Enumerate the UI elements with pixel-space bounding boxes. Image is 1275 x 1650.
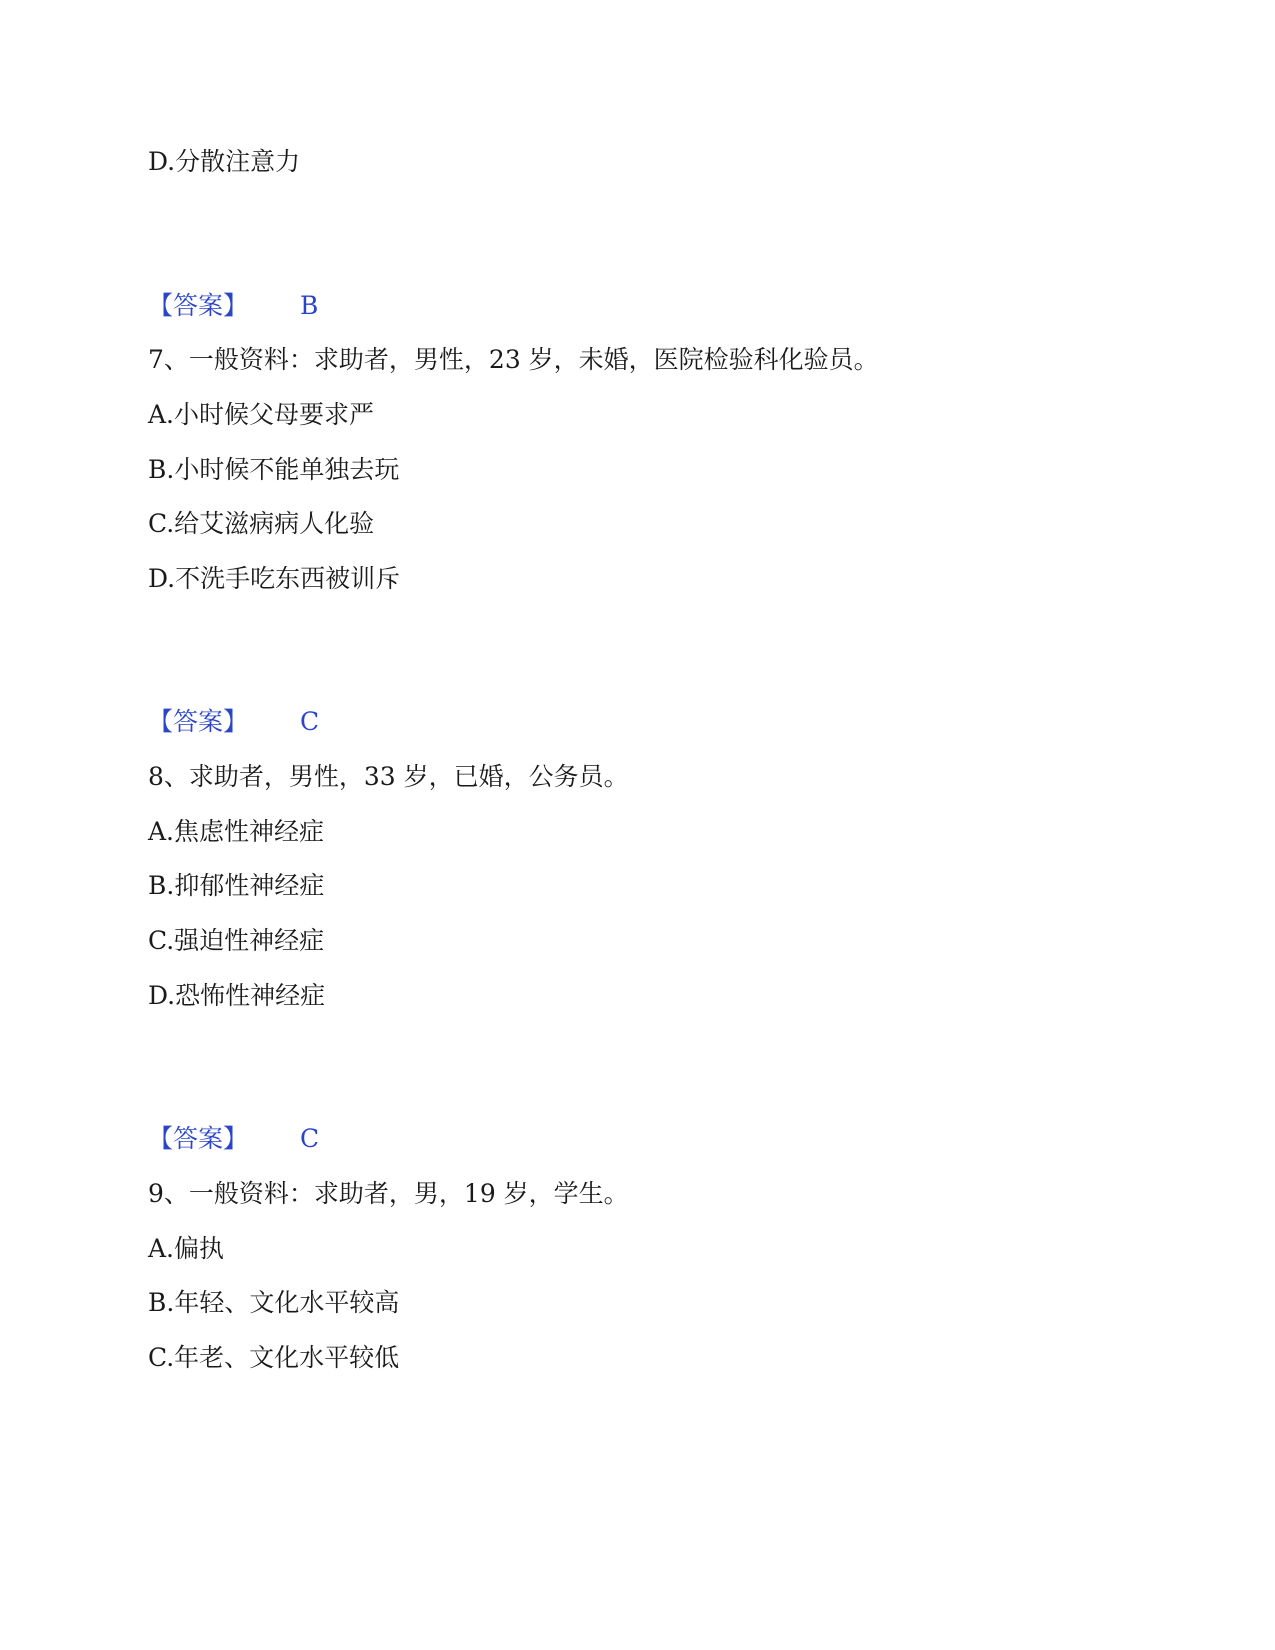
q8-option-d: D.恐怖性神经症 [148,981,326,1010]
q7-option-c: C.给艾滋病病人化验 [148,509,375,538]
q7-stem: 7、一般资料：求助者，男性，23 岁，未婚，医院检验科化验员。 [148,345,879,374]
answer-label: 【答案】 [148,1124,249,1153]
answer-value: C [300,1124,320,1153]
q7-option-d: D.不洗手吃东西被训斥 [148,564,401,593]
q9-option-b: B.年轻、文化水平较高 [148,1288,400,1317]
answer-value: B [300,291,319,320]
q8-answer [148,1123,319,1155]
q8-option-a: A.焦虑性神经症 [148,817,325,846]
q8-option-b: B.抑郁性神经症 [148,871,325,900]
q9-option-c: C.年老、文化水平较低 [148,1343,400,1372]
prev-option-d: D.分散注意力 [148,147,301,176]
q7-option-b: B.小时候不能单独去玩 [148,455,400,484]
answer-label: 【答案】 [148,291,249,320]
q7-option-a: A.小时候父母要求严 [148,400,375,429]
q7-answer [148,706,319,738]
q9-option-a: A.偏执 [148,1234,225,1263]
q9-stem: 9、一般资料：求助者，男，19 岁，学生。 [148,1179,629,1208]
q8-option-c: C.强迫性神经症 [148,926,325,955]
answer-label: 【答案】 [148,707,249,736]
q8-stem: 8、求助者，男性，33 岁，已婚，公务员。 [148,762,629,791]
answer-value: C [300,707,320,736]
prev-answer [148,290,318,322]
